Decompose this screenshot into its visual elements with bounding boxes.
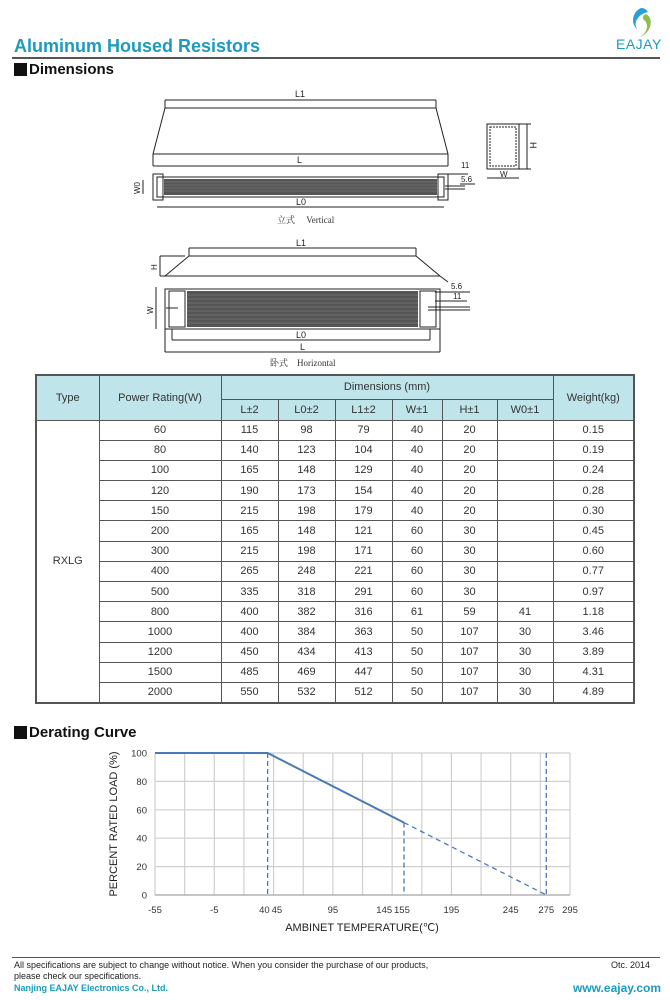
- vertical-caption-cn: 立式: [277, 215, 296, 225]
- cell-L1: 221: [335, 561, 392, 581]
- cell-L1: 121: [335, 521, 392, 541]
- cell-W0: [497, 420, 553, 440]
- cell-W: 50: [392, 642, 442, 662]
- cell-L: 335: [221, 582, 278, 602]
- cell-power: 100: [99, 460, 221, 480]
- cell-type: RXLG: [36, 420, 99, 703]
- cell-power: 2000: [99, 682, 221, 702]
- cell-L: 400: [221, 622, 278, 642]
- cell-L1: 171: [335, 541, 392, 561]
- dim-label-L0: L0: [296, 330, 307, 340]
- x-tick-label: 145: [376, 905, 393, 916]
- y-tick-label: 0: [141, 890, 147, 902]
- cell-L: 115: [221, 420, 278, 440]
- cell-L: 140: [221, 440, 278, 460]
- cell-L: 165: [221, 460, 278, 480]
- series-extrapolated-line: [404, 823, 546, 895]
- cell-W0: [497, 501, 553, 521]
- cell-L1: 104: [335, 440, 392, 460]
- cell-power: 150: [99, 501, 221, 521]
- dim-label-L1: L1: [296, 238, 307, 248]
- cell-L1: 316: [335, 602, 392, 622]
- header-type: Type: [36, 375, 99, 420]
- header-L1: L1±2: [335, 399, 392, 420]
- footer-company: Nanjing EAJAY Electronics Co., Ltd.: [14, 983, 169, 993]
- cell-power: 80: [99, 440, 221, 460]
- vertical-caption: [277, 213, 334, 226]
- cell-power: 1500: [99, 662, 221, 682]
- cell-W: 40: [392, 481, 442, 501]
- cell-W: 60: [392, 561, 442, 581]
- x-tick-label: 245: [502, 905, 519, 916]
- y-tick-label: 60: [136, 805, 147, 817]
- cell-L0: 248: [278, 561, 335, 581]
- dim-label-11: 11: [461, 161, 470, 170]
- cell-weight: 3.46: [553, 622, 634, 642]
- header-W0: W0±1: [497, 399, 553, 420]
- cell-L0: 198: [278, 541, 335, 561]
- cell-L1: 79: [335, 420, 392, 440]
- cell-W: 60: [392, 541, 442, 561]
- cell-weight: 0.15: [553, 420, 634, 440]
- header-W: W±1: [392, 399, 442, 420]
- cell-weight: 0.19: [553, 440, 634, 460]
- x-tick-label: 195: [443, 905, 460, 916]
- cell-weight: 1.18: [553, 602, 634, 622]
- cell-H: 20: [442, 481, 497, 501]
- cell-weight: 0.28: [553, 481, 634, 501]
- y-axis-label: PERCENT RATED LOAD (%): [108, 751, 120, 897]
- cell-W: 60: [392, 582, 442, 602]
- cell-H: 20: [442, 440, 497, 460]
- cell-power: 120: [99, 481, 221, 501]
- cell-W0: [497, 541, 553, 561]
- cell-L: 550: [221, 682, 278, 702]
- table-row: [36, 440, 634, 460]
- footer-notice-line1: All specifications are subject to change without notice. When you consider the purchase of our products,: [14, 960, 429, 970]
- dim-label-11: 11: [453, 292, 462, 301]
- bullet-square-icon: [14, 726, 27, 739]
- cell-L0: 318: [278, 582, 335, 602]
- cell-L: 165: [221, 521, 278, 541]
- derating-heading-text: Derating Curve: [29, 724, 137, 741]
- logo-text: EAJAY: [616, 36, 662, 52]
- cell-W0: 30: [497, 662, 553, 682]
- cell-L: 215: [221, 501, 278, 521]
- cell-weight: 0.30: [553, 501, 634, 521]
- table-row: [36, 521, 634, 541]
- dim-label-5-6: 5.6: [461, 175, 473, 184]
- header-L0: L0±2: [278, 399, 335, 420]
- cell-H: 20: [442, 501, 497, 521]
- dimensions-table: [35, 374, 635, 704]
- dim-label-W0: W0: [133, 182, 142, 194]
- footer-date: Otc. 2014: [611, 960, 651, 970]
- cell-L0: 382: [278, 602, 335, 622]
- table-row: [36, 481, 634, 501]
- table-row: [36, 561, 634, 581]
- cell-L0: 148: [278, 460, 335, 480]
- table-row: [36, 642, 634, 662]
- cell-W0: [497, 561, 553, 581]
- cell-W: 40: [392, 501, 442, 521]
- header-dimensions: Dimensions (mm): [221, 375, 553, 399]
- cell-H: 59: [442, 602, 497, 622]
- dim-label-H: H: [150, 264, 159, 270]
- cell-L0: 198: [278, 501, 335, 521]
- page-title: Aluminum Housed Resistors: [14, 36, 261, 56]
- cell-L1: 413: [335, 642, 392, 662]
- header-L: L±2: [221, 399, 278, 420]
- y-tick-label: 20: [136, 862, 147, 874]
- table-row: [36, 501, 634, 521]
- cell-L1: 179: [335, 501, 392, 521]
- cell-weight: 0.97: [553, 582, 634, 602]
- cell-H: 20: [442, 460, 497, 480]
- x-tick-label: 155: [394, 905, 410, 916]
- series-solid-line: [155, 753, 404, 823]
- cell-L: 190: [221, 481, 278, 501]
- vertical-caption-en: Vertical: [306, 215, 335, 225]
- cell-W0: 41: [497, 602, 553, 622]
- cell-L0: 532: [278, 682, 335, 702]
- table-row: [36, 541, 634, 561]
- table-row: [36, 582, 634, 602]
- dimensions-heading: [14, 61, 114, 78]
- cell-weight: 0.24: [553, 460, 634, 480]
- x-tick-label: 275: [538, 905, 555, 916]
- dim-label-L0: L0: [296, 197, 307, 207]
- table-row: [36, 622, 634, 642]
- dim-label-L1: L1: [295, 89, 306, 99]
- x-tick-label: 95: [327, 905, 339, 916]
- cell-H: 30: [442, 541, 497, 561]
- cell-L0: 123: [278, 440, 335, 460]
- cell-weight: 0.45: [553, 521, 634, 541]
- cell-H: 107: [442, 642, 497, 662]
- cell-L: 450: [221, 642, 278, 662]
- cell-W: 50: [392, 682, 442, 702]
- cell-L1: 129: [335, 460, 392, 480]
- cell-L1: 447: [335, 662, 392, 682]
- cell-power: 1200: [99, 642, 221, 662]
- table-header-row: [36, 375, 634, 399]
- cell-power: 800: [99, 602, 221, 622]
- cell-power: 500: [99, 582, 221, 602]
- header-weight: Weight(kg): [553, 375, 634, 420]
- dim-label-L: L: [297, 155, 303, 165]
- cell-power: 60: [99, 420, 221, 440]
- cell-H: 30: [442, 561, 497, 581]
- cell-weight: 3.89: [553, 642, 634, 662]
- cell-W0: [497, 460, 553, 480]
- cell-W0: [497, 582, 553, 602]
- table-row: [36, 460, 634, 480]
- cell-L0: 469: [278, 662, 335, 682]
- cell-L1: 512: [335, 682, 392, 702]
- horizontal-caption: [270, 356, 336, 369]
- cell-W0: [497, 481, 553, 501]
- header-power-rating: Power Rating(W): [99, 375, 221, 420]
- horizontal-caption-cn: 卧式: [270, 358, 289, 368]
- cell-W: 60: [392, 521, 442, 541]
- x-tick-labels: [148, 905, 578, 916]
- dim-label-L: L: [300, 342, 306, 352]
- cell-L0: 434: [278, 642, 335, 662]
- cell-weight: 4.89: [553, 682, 634, 702]
- cell-W: 40: [392, 460, 442, 480]
- dim-label-W: W: [500, 170, 508, 179]
- cell-H: 107: [442, 662, 497, 682]
- cell-L1: 291: [335, 582, 392, 602]
- cell-W: 40: [392, 420, 442, 440]
- cell-W0: 30: [497, 642, 553, 662]
- cell-W0: [497, 521, 553, 541]
- y-tick-label: 100: [131, 748, 147, 760]
- cell-H: 20: [442, 420, 497, 440]
- cell-W: 50: [392, 622, 442, 642]
- dim-label-W: W: [146, 306, 155, 314]
- cell-W: 50: [392, 662, 442, 682]
- cell-L1: 363: [335, 622, 392, 642]
- table-row: [36, 682, 634, 702]
- dimensions-heading-text: Dimensions: [29, 61, 115, 78]
- footer-notice-line2: please check our specifications.: [14, 971, 142, 981]
- cell-W: 40: [392, 440, 442, 460]
- cell-weight: 4.31: [553, 662, 634, 682]
- horizontal-caption-en: Horizontal: [297, 358, 336, 368]
- cell-H: 30: [442, 521, 497, 541]
- cell-power: 400: [99, 561, 221, 581]
- cell-W0: 30: [497, 622, 553, 642]
- cell-L0: 148: [278, 521, 335, 541]
- cell-H: 107: [442, 622, 497, 642]
- y-tick-label: 40: [136, 833, 147, 845]
- cell-power: 1000: [99, 622, 221, 642]
- cell-weight: 0.60: [553, 541, 634, 561]
- cell-L: 265: [221, 561, 278, 581]
- cell-L: 485: [221, 662, 278, 682]
- x-tick-label: 295: [562, 905, 578, 916]
- cell-L1: 154: [335, 481, 392, 501]
- cell-L: 400: [221, 602, 278, 622]
- header-H: H±1: [442, 399, 497, 420]
- cell-H: 107: [442, 682, 497, 702]
- chart-grid: [155, 753, 570, 895]
- dim-label-5-6: 5.6: [451, 282, 463, 291]
- x-axis-label: AMBINET TEMPERATURE(℃): [285, 922, 439, 934]
- horizontal-mounting-drawing: [130, 232, 490, 354]
- derating-heading: [14, 724, 137, 741]
- x-tick-label: -55: [148, 905, 162, 916]
- cell-L0: 173: [278, 481, 335, 501]
- y-tick-label: 80: [136, 776, 147, 788]
- cell-W0: 30: [497, 682, 553, 702]
- x-tick-label: 40: [259, 905, 270, 916]
- x-tick-label: 45: [271, 905, 283, 916]
- cell-H: 30: [442, 582, 497, 602]
- header-divider: [12, 57, 660, 59]
- table-row: [36, 602, 634, 622]
- cell-power: 200: [99, 521, 221, 541]
- bullet-square-icon: [14, 63, 27, 76]
- y-tick-labels: [131, 749, 147, 902]
- footer-website-link[interactable]: www.eajay.com: [573, 981, 662, 995]
- footer-divider: [12, 957, 660, 958]
- derating-chart: [100, 740, 600, 940]
- dim-label-H: H: [528, 142, 538, 149]
- cell-L0: 98: [278, 420, 335, 440]
- vertical-mounting-drawing: [130, 82, 550, 232]
- cell-weight: 0.77: [553, 561, 634, 581]
- cell-W: 61: [392, 602, 442, 622]
- x-tick-label: -5: [210, 905, 219, 916]
- cell-W0: [497, 440, 553, 460]
- table-row: [36, 420, 634, 440]
- cell-L0: 384: [278, 622, 335, 642]
- table-row: [36, 662, 634, 682]
- cell-power: 300: [99, 541, 221, 561]
- cell-L: 215: [221, 541, 278, 561]
